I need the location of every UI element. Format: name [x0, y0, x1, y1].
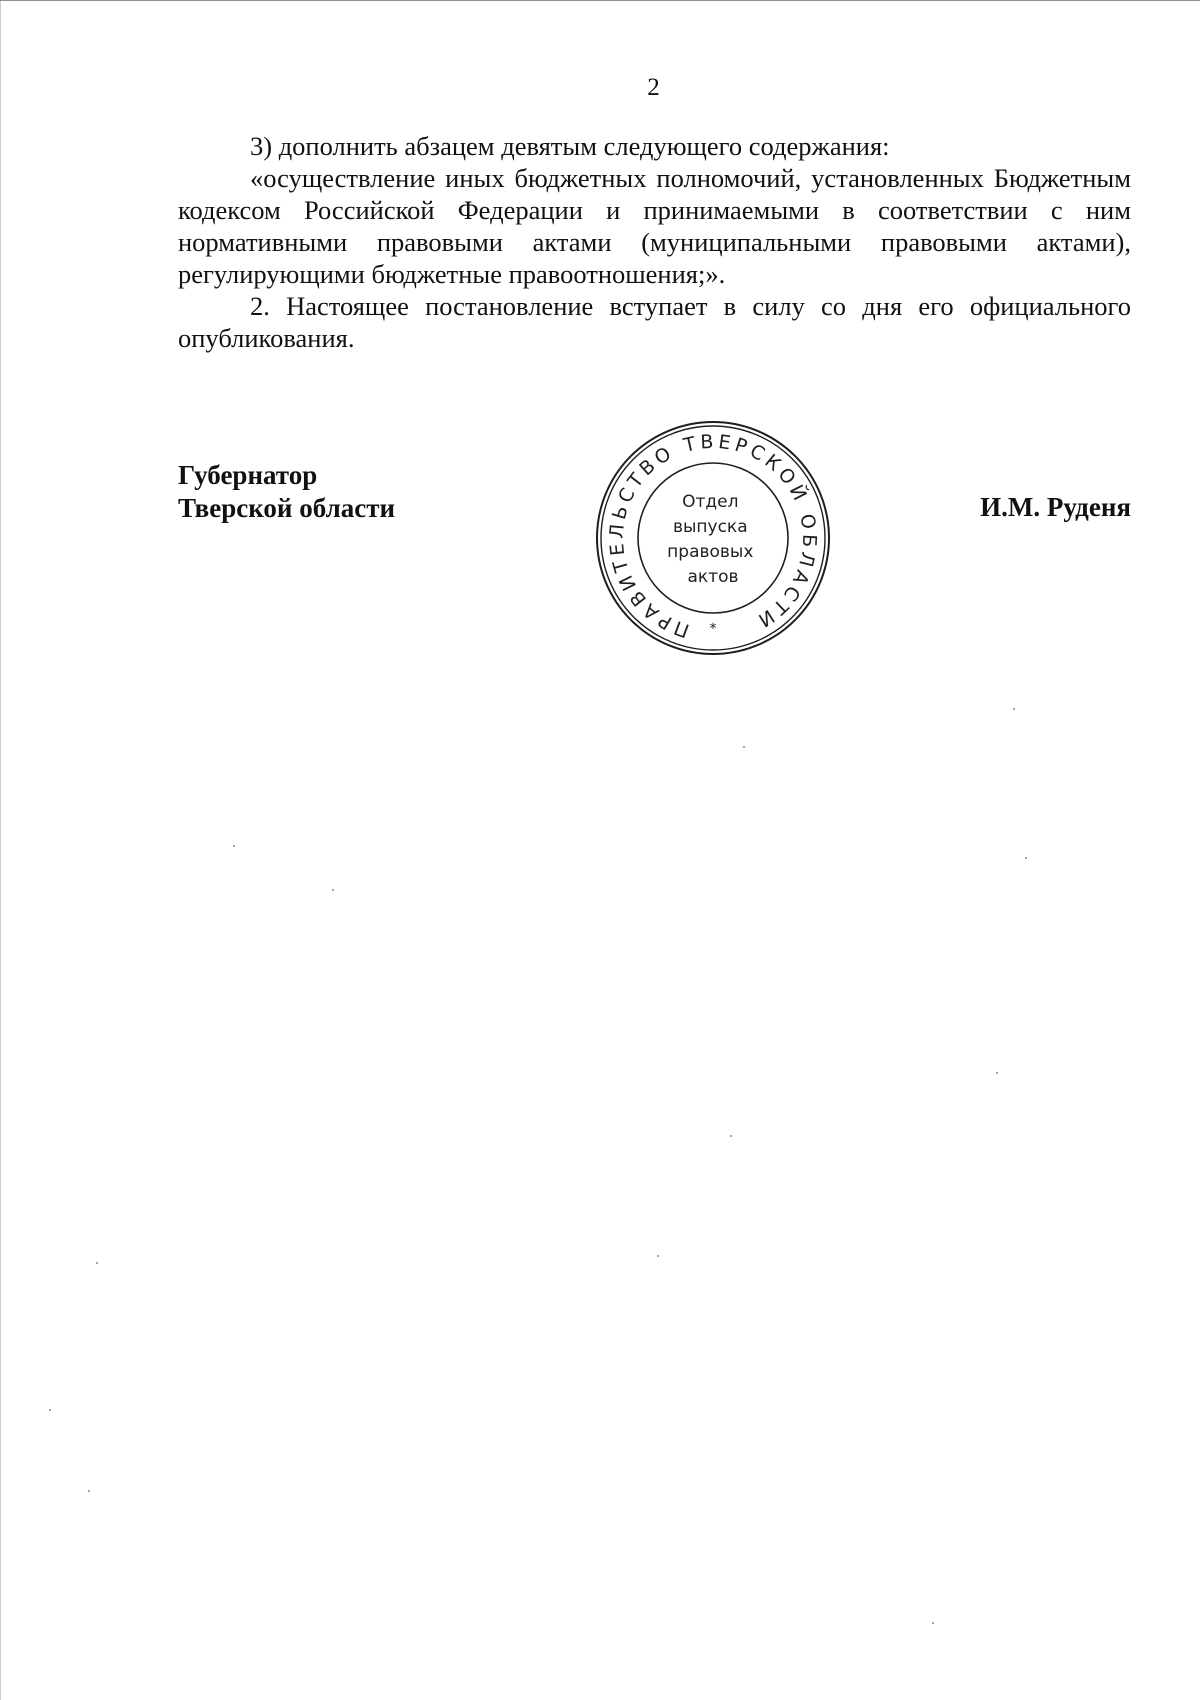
scan-speck — [1025, 857, 1027, 859]
paragraph-quoted-text: «осуществление иных бюджетных полномочий, установленных Бюджетным кодексом Российской Федерации и принимаемыми в соответствии с ним нормативными правовыми актами (муниципальными правовыми актами), регулирующими бюджетные правоотношения;». — [178, 163, 1131, 289]
scan-speck — [932, 1622, 934, 1624]
seal-center-line-2: выпуска — [672, 517, 748, 537]
seal-center-line-1: Отдел — [682, 492, 739, 512]
page-number: 2 — [647, 74, 660, 101]
scan-speck — [49, 1409, 51, 1411]
seal-center-line-3: правовых — [667, 542, 754, 562]
paragraph-entry-into-force: 2. Настоящее постановление вступает в силу со дня его официального опубликования. — [178, 291, 1131, 353]
seal-inner-ring — [638, 463, 788, 613]
scan-speck — [657, 1255, 659, 1257]
official-seal — [595, 420, 831, 656]
scan-speck — [730, 1135, 732, 1137]
seal-outer-ring-inner — [601, 426, 825, 650]
signatory-position-line2: Тверской области — [178, 493, 396, 523]
scan-speck — [1013, 708, 1015, 710]
signatory-position-line1: Губернатор — [178, 460, 318, 490]
signatory-position — [178, 459, 395, 525]
seal-star: * — [709, 621, 717, 637]
signatory-name: И.М. Руденя — [980, 492, 1131, 522]
scan-speck — [996, 1072, 998, 1074]
paragraph-item-3: 3) дополнить абзацем девятым следующего содержания: — [250, 131, 890, 161]
document-body — [178, 130, 1131, 354]
scan-speck — [743, 746, 745, 748]
scan-speck — [88, 1490, 90, 1492]
scan-edge-top — [0, 0, 1200, 1]
seal-outer-ring — [597, 422, 829, 654]
scan-speck — [96, 1262, 98, 1264]
scan-speck — [332, 889, 334, 891]
seal-center-line-4: актов — [687, 567, 739, 587]
seal-center-text — [667, 492, 759, 587]
scan-speck — [233, 845, 235, 847]
scan-edge-left — [0, 0, 1, 1700]
seal-ring-text: ПРАВИТЕЛЬСТВО ТВЕРСКОЙ ОБЛАСТИ — [605, 430, 821, 642]
